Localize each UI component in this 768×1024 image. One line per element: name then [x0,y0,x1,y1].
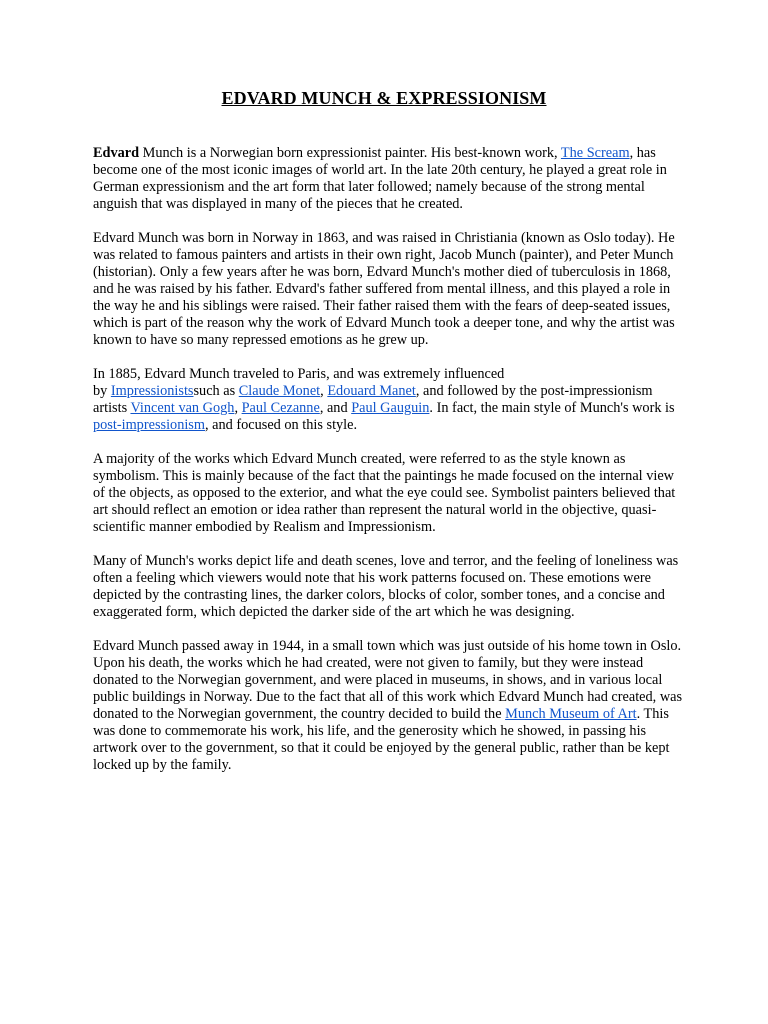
paragraph-text: In 1885, Edvard Munch traveled to Paris, and was extremely influenced [93,366,505,382]
paragraph-paris [93,366,683,434]
link-impressionists[interactable]: Impressionists [110,383,194,399]
link-paul-cezanne[interactable]: Paul Cezanne [241,400,320,416]
link-paul-gauguin[interactable]: Paul Gauguin [351,400,430,416]
link-vincent-van-gogh[interactable]: Vincent van Gogh [130,400,235,416]
document-body [93,145,683,791]
paragraph-text: , [234,400,242,416]
link-edouard-manet[interactable]: Edouard Manet [327,383,416,399]
paragraph-text: by [93,383,111,399]
paragraph-text: , and [319,400,352,416]
bold-lead-word: Edvard [93,145,140,161]
paragraph-early-life: Edvard Munch was born in Norway in 1863, and was raised in Christiania (known as Oslo today). He was related to famous painters and artists in their own right, Jacob Munch (painter), and Peter Munch (historian). Only a few years after he was born, Edvard Munch's mother died of tuberculosis in 1868, and he was raised by his father. Edvard's father suffered from mental illness, and this played a role in the way he and his siblings were raised. Their father raised them with the fears of deep-seated issues, which is part of the reason why the work of Edvard Munch took a deeper tone, and why the artist was known to have so many repressed emotions as he grew up. [93,230,675,348]
paragraph-text: , and focused on this style. [205,417,358,433]
link-claude-monet[interactable]: Claude Monet [238,383,321,399]
paragraph-intro [93,145,683,213]
link-the-scream[interactable]: The Scream [560,145,630,161]
link-munch-museum[interactable]: Munch Museum of Art [505,706,637,722]
paragraph-text: such as [193,383,239,399]
link-post-impressionism[interactable]: post-impressionism [93,417,205,433]
paragraph-text: , has become one of the most iconic images of world art. In the late 20th century, he played a great role in German expressionism and the art form that later followed; namely because of the strong mental anguish that was displayed in many of the pieces that he created. [93,145,667,212]
paragraph-legacy [93,638,683,774]
paragraph-text: . This was done to commemorate his work, his life, and the generosity which he showed, in passing his artwork over to the government, so that it could be enjoyed by the general public, rather than be kept locked up by the family. [93,706,670,773]
paragraph-symbolism: A majority of the works which Edvard Munch created, were referred to as the style known as symbolism. This is mainly because of the fact that the paintings he made focused on the internal view of the objects, as opposed to the exterior, and what the eye could see. Symbolist painters believed that art should reflect an emotion or idea rather than represent the natural world in the objective, quasi-scientific manner embodied by Realism and Impressionism. [93,451,676,535]
paragraph-text: , [320,383,328,399]
paragraph-text: Munch is a Norwegian born expressionist painter. His best-known work, [139,145,561,161]
paragraph-text: Edvard Munch passed away in 1944, in a small town which was just outside of his home town in Oslo. Upon his death, the works which he had created, were not given to family, but they were instead donated to the Norwegian government, and were placed in museums, in shows, and in various local public buildings in Norway. Due to the fact that all of this work which Edvard Munch had created, was donated to the Norwegian government, the country decided to build the [93,638,683,722]
paragraph-text: . In fact, the main style of Munch's work is [429,400,675,416]
paragraph-themes: Many of Munch's works depict life and death scenes, love and terror, and the feeling of loneliness was often a feeling which viewers would note that his work patterns focused on. These emotions were depicted by the contrasting lines, the darker colors, blocks of color, somber tones, and a concise and exaggerated form, which depicted the darker side of the art which he was designing. [93,553,679,620]
paragraph-text: , and followed by the post-impressionism artists [93,383,653,416]
page-title: EDVARD MUNCH & EXPRESSIONISM [221,88,547,108]
